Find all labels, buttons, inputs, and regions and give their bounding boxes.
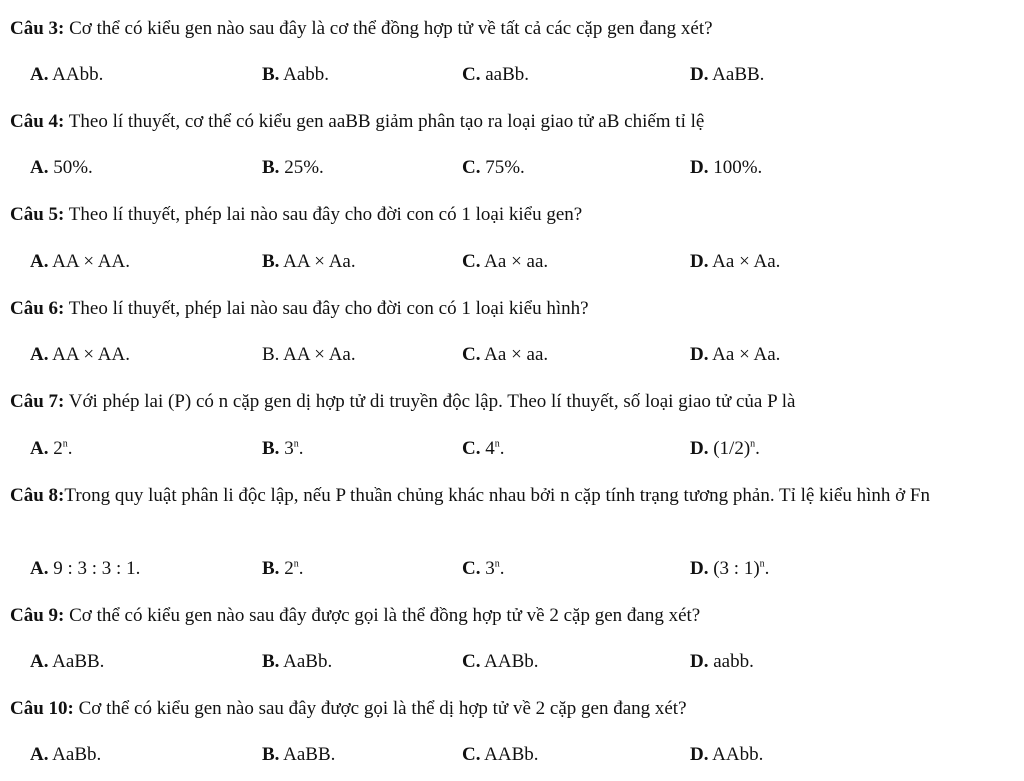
option-b	[262, 649, 332, 674]
option-b	[262, 249, 356, 274]
option-tail: .	[499, 558, 505, 579]
option-exponent: n	[62, 438, 68, 450]
option-b	[262, 556, 303, 581]
question-text: Theo lí thuyết, phép lai nào sau đây cho đời con có 1 loại kiểu hình?	[64, 298, 589, 319]
question-4	[10, 109, 1014, 134]
question-9	[10, 603, 1014, 628]
question-text: Theo lí thuyết, cơ thể có kiểu gen aaBB giảm phân tạo ra loại giao tử aB chiếm tỉ lệ	[64, 111, 705, 132]
option-label: B.	[262, 157, 280, 178]
option-text: AABb.	[480, 744, 539, 765]
option-d	[690, 155, 762, 180]
option-text: 50%.	[48, 157, 93, 178]
option-exponent: n	[293, 558, 299, 570]
option-tail: .	[298, 558, 304, 579]
option-label: A.	[30, 344, 49, 365]
options-9	[0, 649, 1024, 674]
option-d	[690, 62, 764, 87]
option-tail: .	[499, 438, 505, 459]
option-tail: .	[764, 558, 770, 579]
option-c	[462, 342, 548, 367]
option-text: AAbb.	[708, 744, 764, 765]
question-8	[10, 483, 1014, 508]
option-label: D.	[690, 64, 709, 85]
question-text: Cơ thể có kiểu gen nào sau đây được gọi là thể dị hợp tử về 2 cặp gen đang xét?	[73, 698, 687, 719]
option-text: aabb.	[708, 651, 754, 672]
option-a	[30, 342, 130, 367]
question-number: Câu 8:	[10, 485, 65, 506]
option-text: Aa × Aa.	[708, 251, 781, 272]
option-label: A.	[30, 744, 49, 765]
option-label: A.	[30, 157, 49, 178]
option-label: C.	[462, 438, 481, 459]
option-label: C.	[462, 651, 481, 672]
option-text: AaBB.	[279, 744, 336, 765]
option-c	[462, 62, 529, 87]
option-b	[262, 342, 356, 367]
option-label: A.	[30, 251, 49, 272]
option-label: C.	[462, 344, 481, 365]
option-a	[30, 155, 93, 180]
option-text: AaBb.	[279, 651, 333, 672]
option-text: AA × Aa.	[279, 344, 356, 365]
options-5	[0, 249, 1024, 274]
option-text: AA × Aa.	[279, 251, 356, 272]
option-text: aaBb.	[480, 64, 530, 85]
option-exponent: n	[750, 438, 756, 450]
option-label: B.	[262, 438, 280, 459]
question-text: Cơ thể có kiểu gen nào sau đây là cơ thể đồng hợp tử về tất cả các cặp gen đang xét?	[64, 18, 713, 39]
option-label: D.	[690, 251, 709, 272]
question-text: Với phép lai (P) có n cặp gen dị hợp tử di truyền độc lập. Theo lí thuyết, số loại giao tử của P là	[64, 391, 796, 412]
option-base: (1/2)	[708, 438, 751, 459]
option-text: Aabb.	[279, 64, 330, 85]
option-text: AA × AA.	[48, 344, 130, 365]
option-text: AABb.	[480, 651, 539, 672]
option-text: AAbb.	[48, 64, 104, 85]
option-c	[462, 249, 548, 274]
option-label: D.	[690, 157, 709, 178]
option-d	[690, 649, 754, 674]
question-number: Câu 9:	[10, 605, 65, 626]
question-number: Câu 3:	[10, 18, 65, 39]
option-label: A.	[30, 64, 49, 85]
option-exponent: n	[494, 558, 500, 570]
option-text: AaBb.	[48, 744, 102, 765]
option-a	[30, 249, 130, 274]
option-label: D.	[690, 344, 709, 365]
option-d	[690, 742, 763, 767]
option-tail: .	[67, 438, 73, 459]
option-b	[262, 155, 324, 180]
option-a	[30, 436, 72, 461]
option-text: 75%.	[480, 157, 525, 178]
options-3	[0, 62, 1024, 87]
option-tail: .	[755, 438, 760, 459]
option-label: C.	[462, 558, 481, 579]
option-c	[462, 436, 504, 461]
option-label: A.	[30, 438, 49, 459]
question-7	[10, 389, 1014, 414]
option-base: (3 : 1)	[708, 558, 760, 579]
question-text: Theo lí thuyết, phép lai nào sau đây cho đời con có 1 loại kiểu gen?	[64, 204, 583, 225]
option-text: Aa × aa.	[480, 344, 549, 365]
option-label: B.	[262, 251, 280, 272]
option-d	[690, 249, 780, 274]
option-base: 2	[48, 438, 63, 459]
option-b	[262, 742, 335, 767]
option-c	[462, 155, 525, 180]
option-label: D.	[690, 744, 709, 765]
options-4	[0, 155, 1024, 180]
option-label: B.	[262, 344, 280, 365]
option-exponent: n	[293, 438, 299, 450]
question-text: Cơ thể có kiểu gen nào sau đây được gọi là thể đồng hợp tử về 2 cặp gen đang xét?	[64, 605, 701, 626]
options-10	[0, 742, 1024, 767]
question-3	[10, 16, 1014, 41]
question-10	[10, 696, 1014, 721]
option-text: 100%.	[708, 157, 763, 178]
option-exponent: n	[759, 558, 765, 570]
option-c	[462, 556, 504, 581]
option-d	[690, 342, 780, 367]
option-label: B.	[262, 558, 280, 579]
question-5	[10, 202, 1014, 227]
option-label: B.	[262, 744, 280, 765]
option-label: D.	[690, 438, 709, 459]
option-a	[30, 62, 103, 87]
option-exponent: n	[494, 438, 500, 450]
option-tail: .	[298, 438, 304, 459]
question-number: Câu 5:	[10, 204, 65, 225]
option-label: B.	[262, 651, 280, 672]
question-number: Câu 6:	[10, 298, 65, 319]
option-label: C.	[462, 251, 481, 272]
option-base: 3	[480, 558, 495, 579]
question-6	[10, 296, 1014, 321]
question-number: Câu 4:	[10, 111, 65, 132]
option-label: C.	[462, 64, 481, 85]
option-text: 25%.	[279, 157, 324, 178]
option-b	[262, 62, 329, 87]
option-c	[462, 742, 539, 767]
option-label: A.	[30, 651, 49, 672]
option-label: B.	[262, 64, 280, 85]
options-6	[0, 342, 1024, 367]
option-a	[30, 742, 101, 767]
option-text: Aa × Aa.	[708, 344, 781, 365]
option-label: D.	[690, 651, 709, 672]
option-label: D.	[690, 558, 709, 579]
option-base: 3	[279, 438, 294, 459]
option-c	[462, 649, 539, 674]
question-number: Câu 10:	[10, 698, 74, 719]
option-text: AaBB.	[708, 64, 765, 85]
options-8	[0, 556, 1024, 581]
option-base: 4	[480, 438, 495, 459]
option-text: 9 : 3 : 3 : 1.	[48, 558, 141, 579]
option-a	[30, 556, 140, 581]
option-text: AA × AA.	[48, 251, 130, 272]
option-d	[690, 436, 760, 461]
option-label: A.	[30, 558, 49, 579]
option-text: Aa × aa.	[480, 251, 549, 272]
option-d	[690, 556, 769, 581]
option-a	[30, 649, 104, 674]
option-label: C.	[462, 744, 481, 765]
option-label: C.	[462, 157, 481, 178]
option-text: AaBB.	[48, 651, 105, 672]
option-b	[262, 436, 303, 461]
option-base: 2	[279, 558, 294, 579]
options-7	[0, 436, 1024, 461]
question-number: Câu 7:	[10, 391, 65, 412]
question-text: Trong quy luật phân li độc lập, nếu P thuần chủng khác nhau bởi n cặp tính trạng tương phản. Tỉ lệ kiểu hình ở Fn	[64, 485, 930, 506]
